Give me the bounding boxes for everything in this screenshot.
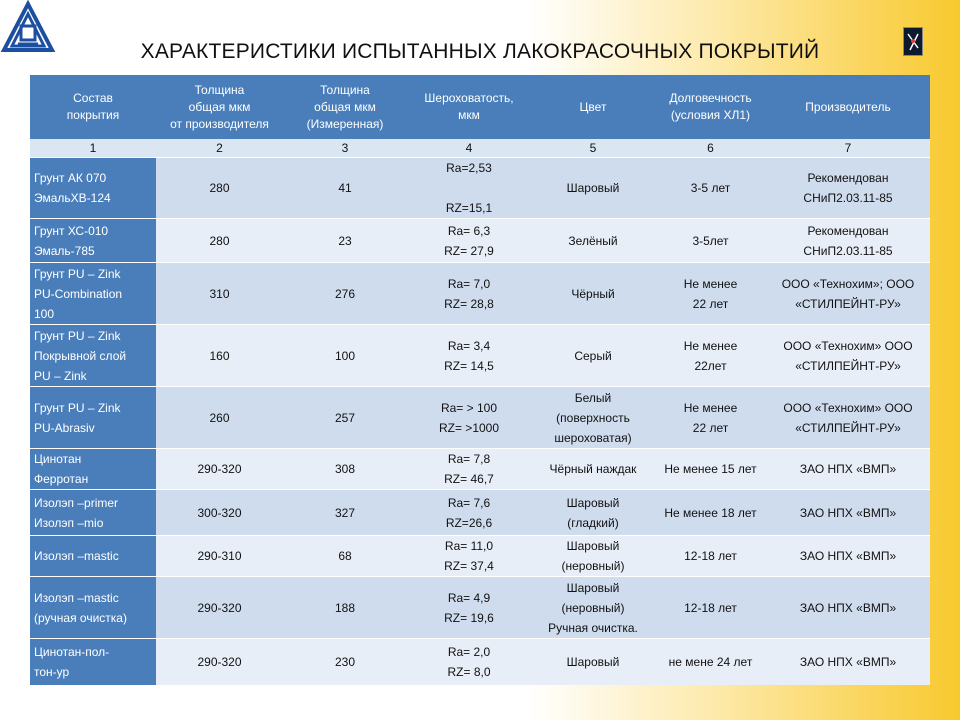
cell-manufacturer: ЗАО НПХ «ВМП» [766,536,930,577]
cell-roughness: Ra= 11,0 RZ= 37,4 [407,536,531,577]
table-row [30,325,930,387]
cell-roughness: Ra= 3,4 RZ= 14,5 [407,325,531,387]
cell-manufacturer: ЗАО НПХ «ВМП» [766,490,930,536]
cell-thickness-manufacturer: 290-320 [156,577,283,639]
cell-color: Зелёный [531,219,655,263]
cell-thickness-manufacturer: 300-320 [156,490,283,536]
cell-composition: Грунт PU – Zink PU-Combination 100 [30,263,156,325]
cell-thickness-measured: 188 [283,577,407,639]
cell-thickness-measured: 41 [283,158,407,219]
cell-color: Белый (поверхность шероховатая) [531,387,655,449]
column-number: 4 [407,139,531,158]
cell-thickness-manufacturer: 260 [156,387,283,449]
header-row [30,75,930,139]
cell-composition: Грунт АК 070 ЭмальХВ-124 [30,158,156,219]
cell-roughness: Ra= 2,0 RZ= 8,0 [407,639,531,685]
cell-color: Шаровый (неровный) Ручная очистка. [531,577,655,639]
cell-durability: Не менее 22лет [655,325,766,387]
table-row [30,263,930,325]
column-number: 6 [655,139,766,158]
cell-color: Шаровый (неровный) [531,536,655,577]
cell-durability: Не менее 22 лет [655,263,766,325]
cell-roughness: Ra= 4,9 RZ= 19,6 [407,577,531,639]
cell-roughness: Ra=2,53 RZ=15,1 [407,158,531,219]
cell-color: Чёрный наждак [531,449,655,490]
column-number: 7 [766,139,930,158]
cell-thickness-measured: 257 [283,387,407,449]
cell-roughness: Ra= > 100 RZ= >1000 [407,387,531,449]
cell-manufacturer: ООО «Технохим» ООО «СТИЛПЕЙНТ-РУ» [766,387,930,449]
cell-composition: Цинотан Ферротан [30,449,156,490]
cell-manufacturer: ЗАО НПХ «ВМП» [766,577,930,639]
header-roughness: Шероховатость, мкм [407,75,531,139]
cell-composition: Изолэп –primer Изолэп –mio [30,490,156,536]
cell-thickness-manufacturer: 290-320 [156,639,283,685]
coatings-table-container [30,75,930,679]
column-number: 2 [156,139,283,158]
column-number-row [30,139,930,158]
cell-durability: 12-18 лет [655,577,766,639]
cell-color: Шаровый [531,158,655,219]
header-durability: Долговечность (условия ХЛ1) [655,75,766,139]
cell-roughness: Ra= 7,6 RZ=26,6 [407,490,531,536]
cell-color: Серый [531,325,655,387]
header-color: Цвет [531,75,655,139]
cell-color: Чёрный [531,263,655,325]
cell-durability: не мене 24 лет [655,639,766,685]
cell-durability: 12-18 лет [655,536,766,577]
cell-thickness-measured: 100 [283,325,407,387]
cell-composition: Грунт PU – Zink PU-Abrasiv [30,387,156,449]
table-row [30,639,930,685]
cell-roughness: Ra= 7,0 RZ= 28,8 [407,263,531,325]
cell-durability: 3-5лет [655,219,766,263]
cell-color: Шаровый [531,639,655,685]
cell-durability: Не менее 22 лет [655,387,766,449]
cell-color: Шаровый (гладкий) [531,490,655,536]
cell-durability: Не менее 18 лет [655,490,766,536]
cell-manufacturer: ООО «Технохим»; ООО «СТИЛПЕЙНТ-РУ» [766,263,930,325]
cell-composition: Изолэп –mastic (ручная очистка) [30,577,156,639]
cell-durability: Не менее 15 лет [655,449,766,490]
cell-roughness: Ra= 7,8 RZ= 46,7 [407,449,531,490]
coatings-table [30,75,930,685]
cell-manufacturer: ЗАО НПХ «ВМП» [766,639,930,685]
cell-manufacturer: Рекомендован СНиП2.03.11-85 [766,158,930,219]
table-row [30,387,930,449]
table-row [30,490,930,536]
cell-durability: 3-5 лет [655,158,766,219]
cell-manufacturer: Рекомендован СНиП2.03.11-85 [766,219,930,263]
column-number: 3 [283,139,407,158]
cell-thickness-measured: 327 [283,490,407,536]
header-manufacturer: Производитель [766,75,930,139]
table-row [30,536,930,577]
table-row [30,449,930,490]
cell-thickness-manufacturer: 160 [156,325,283,387]
cell-thickness-measured: 308 [283,449,407,490]
column-number: 5 [531,139,655,158]
cell-roughness: Ra= 6,3 RZ= 27,9 [407,219,531,263]
table-row [30,577,930,639]
cell-manufacturer: ООО «Технохим» ООО «СТИЛПЕЙНТ-РУ» [766,325,930,387]
cell-thickness-measured: 230 [283,639,407,685]
cell-manufacturer: ЗАО НПХ «ВМП» [766,449,930,490]
cell-thickness-manufacturer: 280 [156,219,283,263]
cell-thickness-measured: 276 [283,263,407,325]
page-title: ХАРАКТЕРИСТИКИ ИСПЫТАННЫХ ЛАКОКРАСОЧНЫХ ПОКРЫТИЙ [140,40,820,63]
table-row [30,158,930,219]
header-thickness-manufacturer: Толщина общая мкм от производителя [156,75,283,139]
cell-thickness-manufacturer: 290-320 [156,449,283,490]
cell-composition: Изолэп –mastic [30,536,156,577]
cell-thickness-manufacturer: 280 [156,158,283,219]
header-thickness-measured: Толщина общая мкм (Измеренная) [283,75,407,139]
cell-composition: Цинотан-пол- тон-ур [30,639,156,685]
header-composition: Состав покрытия [30,75,156,139]
table-row [30,219,930,263]
cell-composition: Грунт ХС-010 Эмаль-785 [30,219,156,263]
cell-thickness-manufacturer: 290-310 [156,536,283,577]
cell-thickness-measured: 68 [283,536,407,577]
cell-thickness-measured: 23 [283,219,407,263]
column-number: 1 [30,139,156,158]
cell-composition: Грунт PU – Zink Покрывной слой PU – Zink [30,325,156,387]
cell-thickness-manufacturer: 310 [156,263,283,325]
